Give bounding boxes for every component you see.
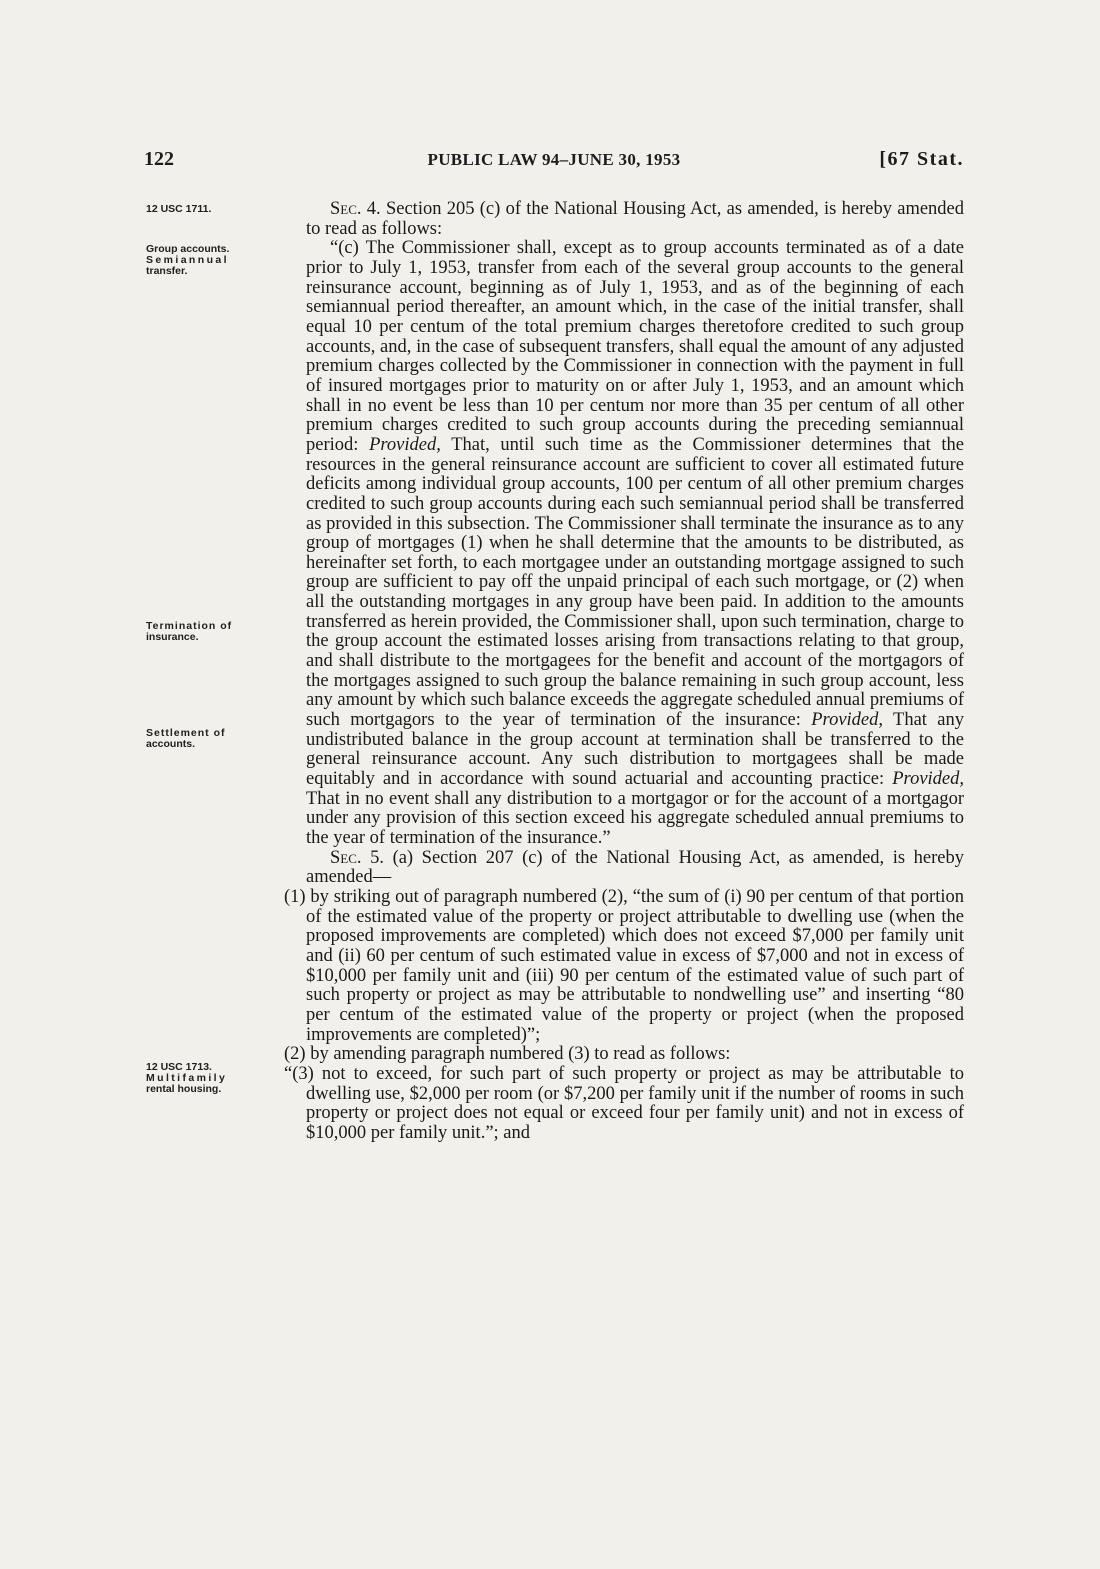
volume-citation: [67 Stat. xyxy=(879,148,964,170)
margin-note-line: Group accounts. xyxy=(146,243,230,255)
margin-note-line: Settlement of xyxy=(146,727,226,739)
section-intro-text: Section 205 (c) of the National Housing Act, as amended, is hereby amended to read as follows: xyxy=(306,199,965,239)
proviso-keyword: Provided, xyxy=(369,434,441,455)
statute-text xyxy=(284,199,965,1144)
proviso-keyword: Provided, xyxy=(811,710,884,731)
proviso-keyword: Provided, xyxy=(892,769,965,790)
section-4-subsection-c xyxy=(306,239,964,848)
margin-note-line: transfer. xyxy=(146,265,188,277)
running-title: PUBLIC LAW 94–JUNE 30, 1953 xyxy=(427,150,681,169)
margin-note-group-accounts xyxy=(146,244,296,277)
page-number: 122 xyxy=(144,148,174,170)
page-header xyxy=(144,148,964,178)
margin-note-line: Termination of xyxy=(146,620,233,632)
paragraph-text: “(c) The Commissioner shall, except as to group accounts terminated as of a date prior to July 1, 1953, transfer from each of the several group accounts to the general reinsurance account, beginning as of July 1, 1953, and as of the beginning of each semiannual period thereafter, an amount which, in the case of the initial transfer, shall equal 10 per centum of the total premium charges theretofore credited to such group accounts, and, in the case of subsequent transfers, shall equal the amount of any adjusted premium charges collected by the Commissioner in connection with the payment in full of insured mortgages prior to maturity on or after July 1, 1953, and an amount which shall in no event be less than 10 per centum nor more than 35 per centum of all other premium charges credited to such group accounts during the preceding semiannual period: xyxy=(306,238,964,455)
section-4-intro xyxy=(306,200,964,239)
margin-note-termination xyxy=(146,621,296,643)
amendment-item-2-quote: “(3) not to exceed, for such part of such property or project as may be attributable to dwelling use, $2,000 per room (or $7,200 per family unit if the number of rooms in such property or project does not equal or exceed four per family unit) and not in excess of $10,000 per family unit.”; and xyxy=(284,1063,964,1143)
margin-note-settlement xyxy=(146,728,296,750)
section-label: Sec. 5. xyxy=(330,847,384,868)
section-intro-text: (a) Section 207 (c) of the National Housing Act, as amended, is hereby amended— xyxy=(306,847,964,888)
margin-note-line: accounts. xyxy=(146,738,196,750)
margin-note-line: 12 USC 1711. xyxy=(146,203,212,215)
margin-note-12-usc-1711 xyxy=(146,204,296,215)
paragraph-text: That, until such time as the Commissioner determines that the resources in the general reinsurance account are sufficient to cover all estimated future deficits among individual group accounts, 100 per centum of all other premium charges credited to such group accounts during each such semiannual period shall be transferred as provided in this subsection. The Commissioner shall terminate the insurance as to any group of mortgages (1) when he shall determine that the amounts to be distributed, as hereinafter set forth, to each mortgagee under an outstanding mortgage assigned to such group are sufficient to pay off the unpaid principal of each such mortgage, or (2) when all the outstanding mortgages in any group have been paid. In addition to the amounts transferred as herein provided, the Commissioner shall, upon such termination, charge to the group account the estimated losses arising from transactions relating to that group, and shall distribute to the mortgagees for the benefit and account of the mortgagors of the mortgages assigned to such group the balance remaining in such group account, less any amount by which such balance exceeds the aggregate scheduled annual premiums of such mortgagors to the year of termination of the insurance: xyxy=(306,434,965,731)
margin-note-line: Semiannual xyxy=(146,254,229,266)
amendment-item-2: (2) by amending paragraph numbered (3) to read as follows: xyxy=(284,1044,731,1065)
margin-note-line: insurance. xyxy=(146,631,199,643)
paragraph-text: That in no event shall any distribution to a mortgagor or for the account of a mortgagor under any provision of this section exceed his aggregate scheduled annual premiums to the year of termination of the insurance.” xyxy=(306,788,964,848)
section-5-intro xyxy=(306,849,964,888)
amendment-item-1: (1) by striking out of paragraph numbered (2), “the sum of (i) 90 per centum of that portion of the estimated value of the property or project attributable to dwelling use (when the proposed improvements are completed) which does not exceed $7,000 per family unit and (ii) 60 per centum of such estimated value in excess of $7,000 and not in excess of $10,000 per family unit and (iii) 90 per centum of the estimated value of such part of such property or project as may be attributable to nondwelling use” and inserting “80 per centum of the estimated value of the property or project (when the proposed improvements are completed)”; xyxy=(284,886,964,1045)
margin-note-12-usc-1713 xyxy=(146,1062,296,1095)
paragraph-text: That any undistributed balance in the group account at termination shall be transferred to the general reinsurance account. Any such distribution to mortgagees shall be made equitably and in accordance with sound actuarial and accounting practice: xyxy=(306,710,965,790)
margin-note-line: 12 USC 1713. xyxy=(146,1061,212,1073)
margin-note-line: rental housing. xyxy=(146,1083,222,1095)
margin-note-line: Multifamily xyxy=(146,1072,228,1084)
section-label: Sec. 4. xyxy=(330,199,381,219)
